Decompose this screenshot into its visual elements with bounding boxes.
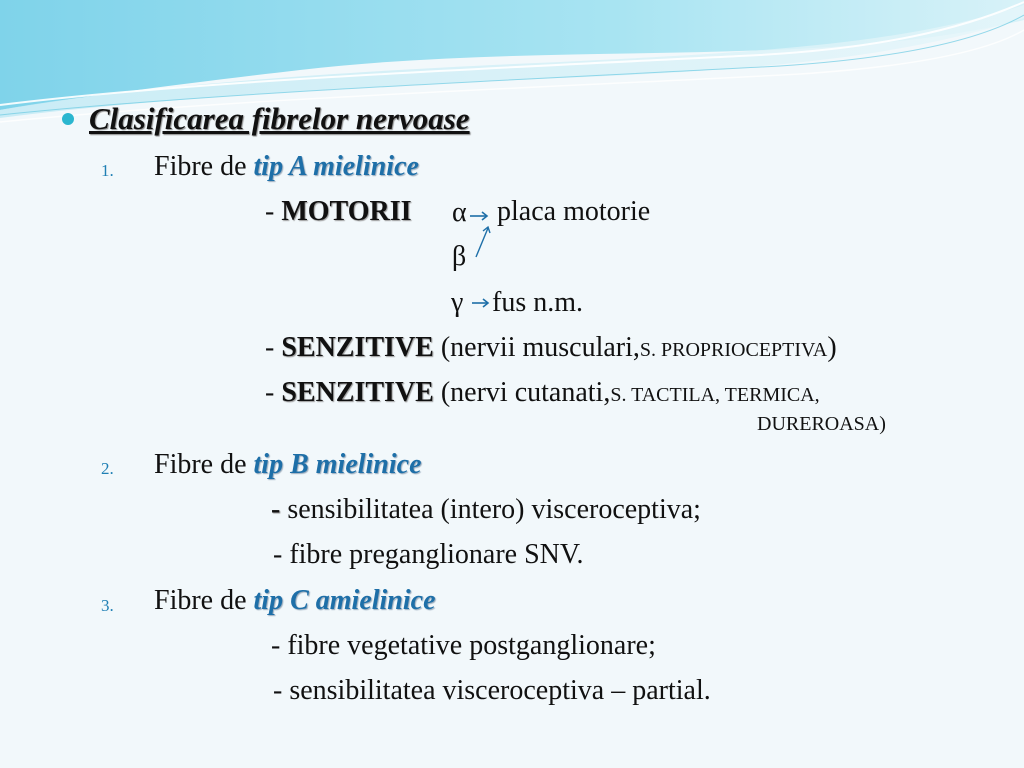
arrow-right-icon: [470, 212, 487, 220]
item1-type: tip A mielinice: [253, 151, 419, 182]
senz2-label: SENZITIVE: [281, 377, 434, 408]
item3-prefix: Fibre de: [154, 585, 254, 616]
item2-line1-dash: -: [271, 494, 288, 525]
senz1-label: SENZITIVE: [281, 332, 434, 363]
list-number-1: 1.: [101, 161, 114, 180]
arrow-diagonal-icon: [476, 227, 490, 257]
item2-line: [154, 451, 422, 479]
senzitive-line-1: [265, 334, 837, 362]
item2-type: tip B mielinice: [253, 449, 422, 480]
item2-prefix: Fibre de: [154, 449, 254, 480]
senzitive-line-2: [265, 379, 820, 407]
motorii-label: MOTORII: [281, 196, 412, 227]
item1-line: [154, 153, 419, 181]
motorii-arrows: [468, 205, 498, 265]
gamma-symbol: γ: [451, 287, 464, 318]
item2-detail-1: [271, 496, 701, 524]
list-number-2: 2.: [101, 459, 114, 478]
senz1-text: (nervii musculari,: [433, 332, 640, 363]
alpha-target: placa motorie: [497, 196, 651, 227]
list-number-3: 3.: [101, 596, 114, 615]
item2-line1-text: sensibilitatea (intero) visceroceptiva;: [287, 494, 701, 525]
senz1-small: S. PROPRIOCEPTIVA: [639, 339, 828, 361]
item2-detail-2: - fibre preganglionare SNV.: [273, 539, 584, 570]
beta-symbol: β: [452, 241, 467, 272]
senz2-small: S. TACTILA, TERMICA,: [610, 384, 820, 406]
item3-detail-1: - fibre vegetative postganglionare;: [271, 630, 656, 661]
motorii-dash: -: [265, 196, 282, 227]
alpha-symbol: α: [452, 197, 467, 228]
senz2-text: (nervi cutanati,: [433, 377, 611, 408]
item3-line: [154, 587, 436, 615]
item3-detail-2: - sensibilitatea visceroceptiva – partial.: [273, 675, 711, 706]
senz1-close: ): [827, 332, 837, 363]
gamma-target: fus n.m.: [492, 287, 583, 318]
motorii-line: [265, 198, 412, 226]
senz1-dash: -: [265, 332, 282, 363]
slide-title: Clasificarea fibrelor nervoase: [89, 101, 470, 136]
bullet-dot-icon: [62, 113, 74, 125]
arrow-right-icon: [470, 293, 494, 313]
senz2-dash: -: [265, 377, 282, 408]
senz2-small-continuation: DUREROASA): [757, 413, 886, 435]
item1-prefix: Fibre de: [154, 151, 254, 182]
item3-type: tip C amielinice: [253, 585, 436, 616]
